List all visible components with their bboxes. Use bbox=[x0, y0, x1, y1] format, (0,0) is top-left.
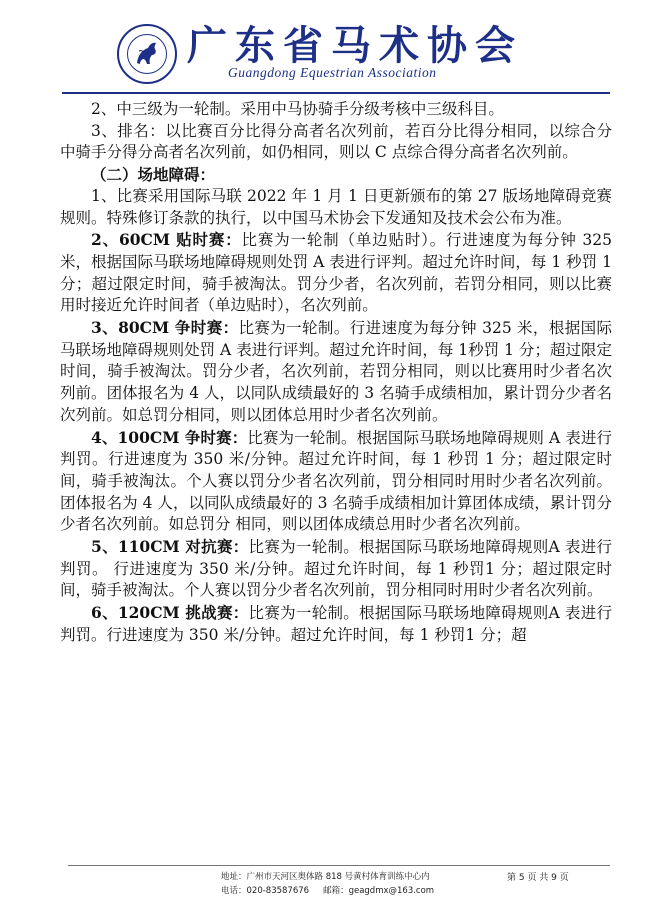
paragraph-5 bbox=[60, 317, 612, 427]
paragraph-3: 1、比赛采用国际马联 2022 年 1 月 1 日更新颁布的第 27 版场地障碍竞赛规则。特殊修订条款的执行，以中国马术协会下发通知及技术会公布为准。 bbox=[60, 186, 612, 227]
org-name-cn: 广东省马术协会 bbox=[187, 22, 523, 69]
paragraph-6-title: 4、100CM 争时赛： bbox=[91, 427, 248, 447]
document-body bbox=[60, 99, 612, 647]
paragraph-8-text: 比赛为一轮制。根据国际马联场地障碍规则A 表进行判罚。行进速度为 350 米/分钟。超过允许时间，每 1 秒罚1 分；超 bbox=[60, 604, 612, 644]
paragraph-7-title: 5、110CM 对抗赛： bbox=[91, 537, 249, 557]
paragraph-6 bbox=[60, 427, 612, 537]
footer-phone: 电话：020-83587676 bbox=[221, 886, 310, 896]
footer-address: 地址：广州市天河区奥体路 818 号黄村体育训练中心内 bbox=[221, 872, 430, 882]
paragraph-1: 2、中三级为一轮制。采用中马协骑手分级考核中三级科目。 bbox=[91, 100, 504, 118]
horse-silhouette-icon bbox=[128, 35, 165, 72]
paragraph-7-text: 比赛为一轮制。根据国际马联场地障碍规则A 表进行判罚。 行进速度为 350 米/分钟。超过允许时间，每 1 秒罚1 分；超过限定时间，骑手被淘汰。个人赛以罚分少者名次列前，罚分相同时用时少者名次列前。 bbox=[60, 538, 612, 600]
letterhead bbox=[0, 0, 657, 92]
paragraph-8-title: 6、120CM 挑战赛： bbox=[91, 603, 249, 623]
footer-contact bbox=[221, 870, 434, 898]
paragraph-5-title: 3、80CM 争时赛： bbox=[91, 318, 239, 338]
paragraph-7 bbox=[60, 536, 612, 602]
emblem-inner-ring bbox=[127, 34, 167, 74]
paragraph-4-text: 比赛为一轮制（单边贴时）。行进速度为每分钟 325 米，根据国际马联场地障碍规则处罚 A 表进行评判。超过允许时间，每 1 秒罚 1 分；超过限定时间，骑手被淘汰。罚分少者，名次列前，若罚分相同，则以比赛用时接近允许时间者（单边贴时），名次列前。 bbox=[60, 231, 613, 315]
paragraph-4 bbox=[60, 229, 612, 317]
paragraph-5-text: 比赛为一轮制。行进速度为每分钟 325 米，根据国际马联场地障碍规则处罚 A 表进行评判。超过允许时间，每 1秒罚 1 分；超过限定时间，骑手被淘汰。罚分少者，名次列前，若罚分相同，则以比赛用时少者名次列前。团体报名为 4 人，以同队成绩最好的 3 名骑手成绩相加，累计罚分少者名次列前。如总罚分相同，则以团体总用时少者名次列前。 bbox=[60, 319, 612, 424]
footer-divider bbox=[68, 865, 610, 866]
paragraph-4-title: 2、60CM 贴时赛： bbox=[91, 230, 242, 250]
footer-phone-email bbox=[221, 884, 434, 898]
header-divider bbox=[62, 92, 610, 94]
section-title: （二）场地障碍： bbox=[91, 165, 216, 185]
footer-email: 邮箱：geagdmx@163.com bbox=[323, 886, 435, 896]
org-name-en: Guangdong Equestrian Association bbox=[228, 65, 437, 80]
paragraph-6-text: 比赛为一轮制。根据国际马联场地障碍规则 A 表进行判罚。行进速度为 350 米/分钟。超过允许时间，每 1 秒罚 1 分；超过限定时间，骑手被淘汰。个人赛以罚分少者名次列前，罚分相同时用时少者名次列前。团体报名为 4 人，以同队成绩最好的 3 名骑手成绩相加计算团体成绩，累计罚分少者名次列前。如总罚分 相同，则以团体成绩总用时少者名次列前。 bbox=[60, 428, 612, 534]
horse-emblem-icon bbox=[117, 24, 177, 84]
page-number: 第 5 页 共 9 页 bbox=[507, 873, 569, 883]
paragraph-8 bbox=[60, 602, 612, 646]
paragraph-2: 3、排名：以比赛百分比得分高者名次列前，若百分比得分相同，以综合分中骑手分得分高者名次列前，如仍相同，则以 C 点综合得分高者名次列前。 bbox=[60, 121, 612, 162]
